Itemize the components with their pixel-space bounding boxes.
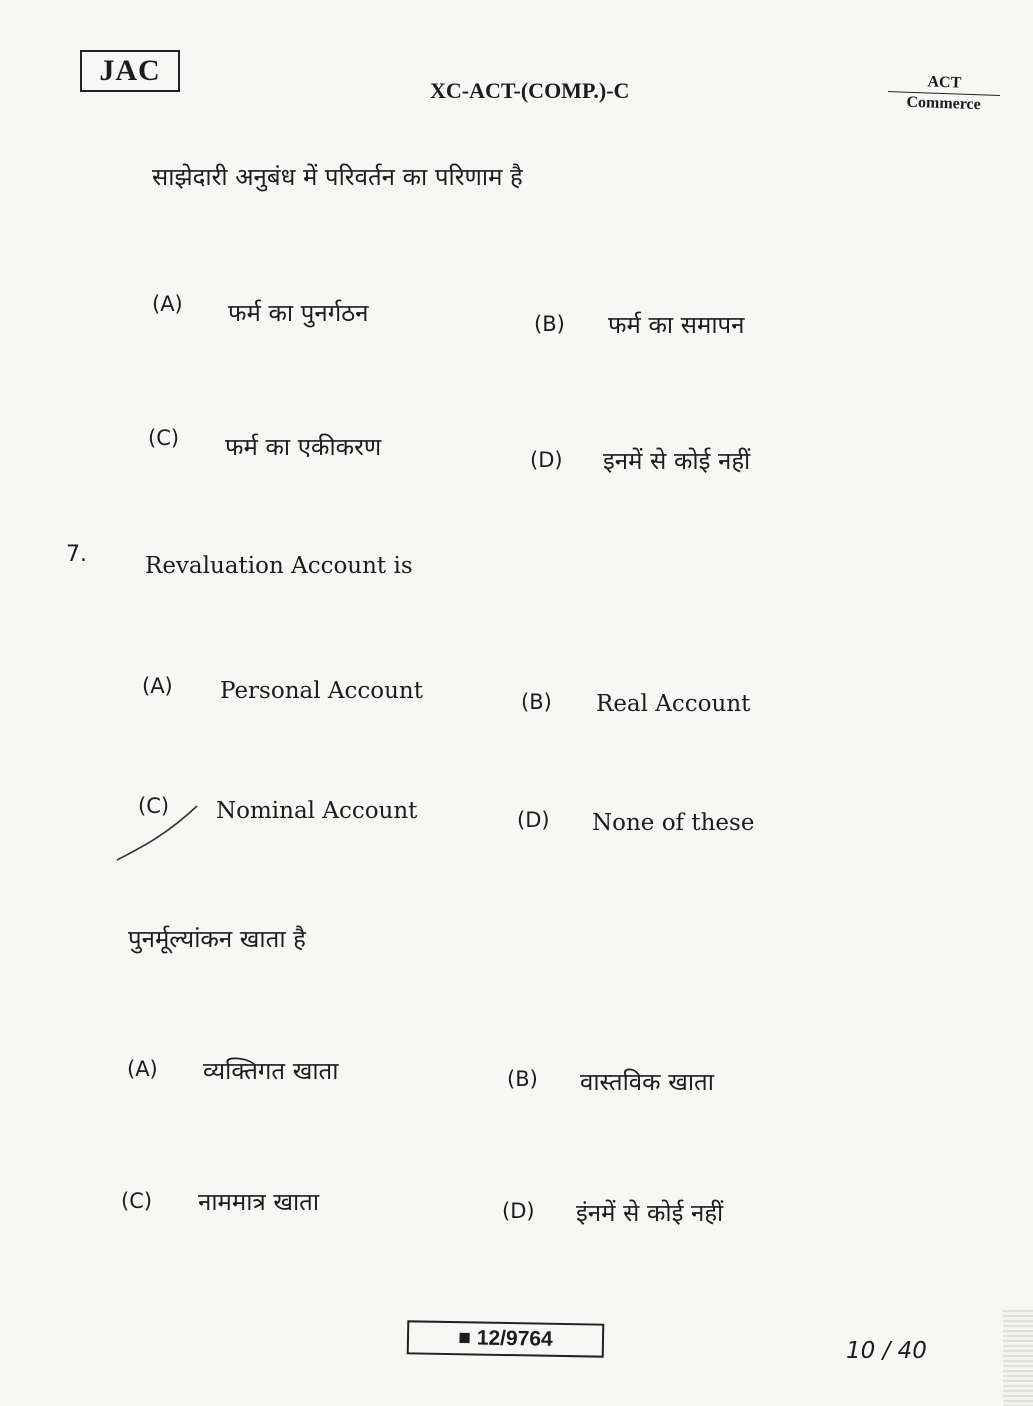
question-7-hindi-text: पुनर्मूल्यांकन खाता है [128,925,306,953]
question-7-text: Revaluation Account is [145,553,413,579]
q7-hindi-option-a-text: व्यक्तिगत खाता [203,1057,339,1085]
q7-option-d-label: (D) [517,808,550,832]
q7-hindi-option-b-label: (B) [507,1067,538,1091]
q6-hindi-option-a-text: फर्म का पुनर्गठन [228,299,369,327]
jac-badge: JAC [80,50,180,92]
subject-label [887,72,1000,115]
q6-hindi-option-c-label: (C) [148,426,180,450]
q7-option-c-text: Nominal Account [216,798,418,824]
q6-hindi-option-b-text: फर्म का समापन [608,311,745,339]
q6-hindi-option-d-label: (D) [530,448,563,472]
q7-option-b-label: (B) [521,690,552,714]
page-number: 10 / 40 [846,1338,927,1364]
paper-code: XC-ACT-(COMP.)-C [430,78,630,103]
q6-hindi-option-d-text: इनमें से कोई नहीं [603,447,751,475]
q7-hindi-option-c-text: नाममात्र खाता [198,1188,320,1216]
q7-option-b-text: Real Account [596,691,751,717]
q7-option-c-label: (C) [138,794,170,818]
q7-option-d-text: None of these [592,810,755,836]
scan-edge-artifact [1003,1310,1033,1406]
q7-hindi-option-d-text: इंनमें से कोई नहीं [576,1199,724,1227]
footer-booklet-code: ■ 12/9764 [407,1320,605,1357]
q7-option-a-text: Personal Account [220,678,423,704]
subject-top: ACT [888,72,1001,96]
q7-hindi-option-d-label: (D) [502,1199,535,1223]
pen-tick-mark [115,800,205,864]
q6-hindi-option-a-label: (A) [152,292,183,316]
q7-hindi-option-c-label: (C) [121,1189,153,1213]
q7-hindi-option-b-text: वास्तविक खाता [580,1068,714,1096]
q7-hindi-option-a-label: (A) [127,1057,158,1081]
question-7-number: 7. [66,542,87,567]
question-6-hindi-text: साझेदारी अनुबंध में परिवर्तन का परिणाम है [152,163,523,191]
q6-hindi-option-c-text: फर्म का एकीकरण [225,433,382,461]
subject-bottom: Commerce [906,93,982,114]
q7-option-a-label: (A) [142,674,173,698]
q6-hindi-option-b-label: (B) [534,312,565,336]
